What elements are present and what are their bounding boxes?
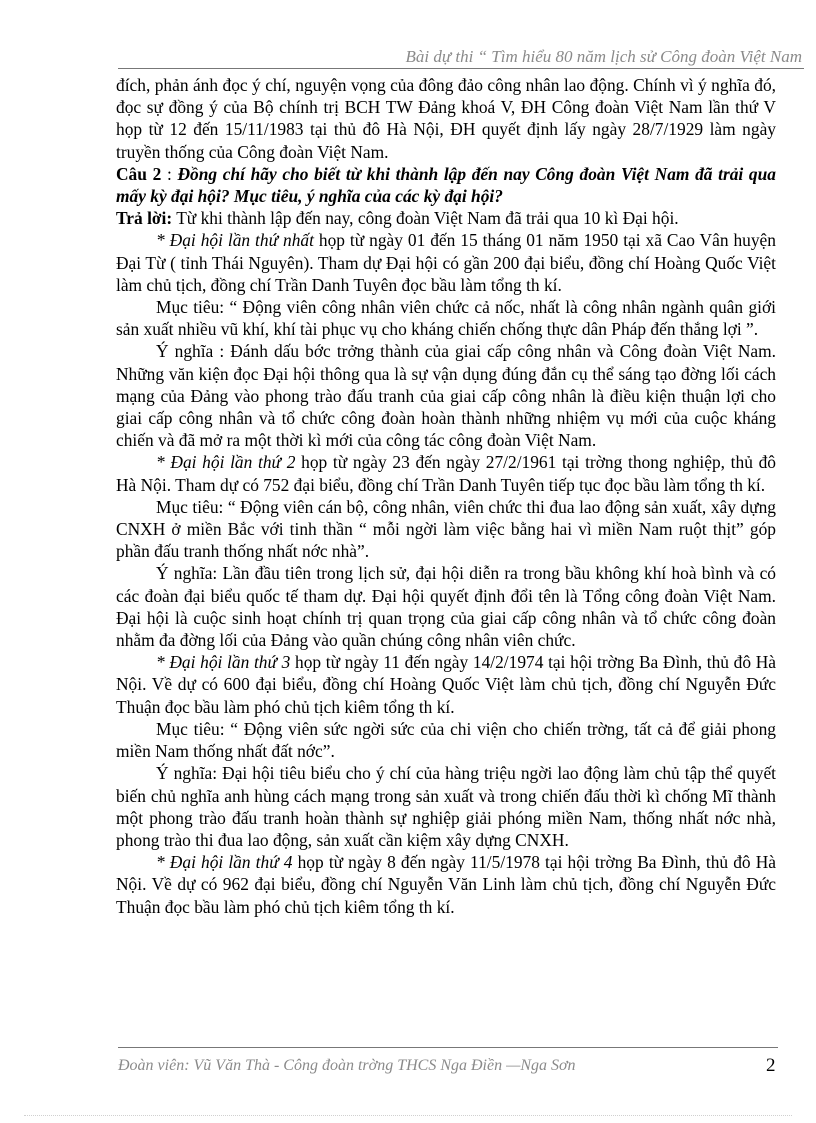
question-text: Đồng chí hãy cho biết từ khi thành lập đến nay Công đoàn Việt Nam đã trải qua mấy kỳ đại hội? Mục tiêu, ý nghĩa của các kỳ đại hội? [116, 163, 776, 207]
footer-rule [118, 1047, 778, 1048]
page-footer: Đoàn viên: Vũ Văn Thà - Công đoàn trờng THCS Nga Điền —Nga Sơn [118, 1057, 576, 1074]
congress-2-text: họp từ ngày 23 đến ngày 27/2/1961 tại trờng thong nghiệp, thủ đô Hà Nội. Tham dự có 752 đại biểu, đồng chí Trần Danh Tuyên tiếp tục đọc bầu làm tổng th kí. [116, 452, 776, 495]
congress-4-paragraph [116, 851, 776, 918]
page-header: Bài dự thi “ Tìm hiểu 80 năm lịch sử Công đoàn Việt Nam [405, 47, 802, 66]
intro-paragraph: đích, phản ánh đọc ý chí, nguyện vọng của đông đảo công nhân lao động. Chính vì ý nghĩa đó, đọc sự đồng ý của Bộ chính trị BCH TW Đảng khoá V, ĐH Công đoàn Việt Nam lần thứ V họp từ 12 đến 15/11/1983 tại thủ đô Hà Nội, ĐH quyết định lấy ngày 28/7/1929 làm ngày truyền thống của Công đoàn Việt Nam. [116, 75, 776, 162]
congress-3-goal: Mục tiêu: “ Động viên sức ngời sức của chi viện cho chiến trờng, tất cả để giải phong miền Nam thống nhất đất nớc”. [116, 718, 776, 762]
answer-label: Trả lời: [116, 208, 173, 229]
congress-2-meaning: Ý nghĩa: Lần đầu tiên trong lịch sử, đại hội diễn ra trong bầu không khí hoà bình và có các đoàn đại biểu quốc tế tham dự. Đại hội quyết định đổi tên là Tổng công đoàn Việt Nam. Đại hội là cuộc sinh hoạt chính trị quan trọng của giai cấp công nhân và tổ chức công đoàn nhằm đa đờng lối của Đảng vào quần chúng công nhân viên chức. [116, 563, 776, 651]
congress-1-title: * Đại hội lần thứ nhất [156, 230, 314, 251]
congress-3-meaning: Ý nghĩa: Đại hội tiêu biểu cho ý chí của hàng triệu ngời lao động làm chủ tập thể quyết biến chủ nghĩa anh hùng cách mạng trong sản xuất và trong chiến đấu thời kì chống Mĩ thành một phong trào đấu tranh hoàn thành sự nghiệp giải phóng miền Nam, thống nhất nớc nhà, phong trào thi đua lao động, sản xuất cần kiệm xây dựng CNXH. [116, 763, 776, 850]
congress-3-paragraph [116, 651, 776, 718]
question-label: Câu 2 [116, 163, 162, 184]
document-body [116, 74, 776, 918]
congress-2-title: * Đại hội lần thứ 2 [156, 452, 296, 473]
question-paragraph [116, 163, 776, 207]
congress-3-title: * Đại hội lần thứ 3 [156, 652, 291, 673]
congress-4-text: họp từ ngày 8 đến ngày 11/5/1978 tại hội trờng Ba Đình, thủ đô Hà Nội. Về dự có 962 đại biểu, đồng chí Nguyễn Văn Linh làm chủ tịch, đồng chí Nguyễn Đức Thuận đọc bầu làm phó chủ tịch kiêm tổng th kí. [116, 852, 776, 917]
congress-1-paragraph [116, 229, 776, 296]
header-rule [118, 68, 804, 69]
page-bottom-edge [24, 1115, 792, 1116]
congress-4-title: * Đại hội lần thứ 4 [156, 852, 293, 873]
congress-3-text: họp từ ngày 11 đến ngày 14/2/1974 tại hội trờng Ba Đình, thủ đô Hà Nội. Về dự có 600 đại biểu, đồng chí Hoàng Quốc Việt làm chủ tịch, đồng chí Nguyễn Đức Thuận đọc bầu làm phó chủ tịch kiêm tổng th kí. [116, 652, 776, 717]
answer-text: Từ khi thành lập đến nay, công đoàn Việt Nam đã trải qua 10 kì Đại hội. [172, 208, 679, 229]
congress-1-meaning: Ý nghĩa : Đánh dấu bớc trởng thành của giai cấp công nhân và Công đoàn Việt Nam. Những văn kiện đọc Đại hội thông qua là sự vận dụng đúng đắn cụ thể sáng tạo đờng lối cách mạng của Đảng vào phong trào đấu tranh của giai cấp công nhân là điều kiện thuận lợi cho giai cấp công nhân và tổ chức công đoàn hoàn thành những nhiệm vụ mới của cuộc kháng chiến và đã mở ra một thời kì mới của công tác công đoàn Việt Nam. [116, 341, 776, 451]
question-separator: : [161, 163, 178, 184]
congress-1-text: họp từ ngày 01 đến 15 tháng 01 năm 1950 tại xã Cao Vân huyện Đại Từ ( tỉnh Thái Nguyên). Tham dự Đại hội có gần 200 đại biểu, đồng chí Hoàng Quốc Việt làm chủ tịch, đồng chí Trần Danh Tuyên đọc bầu làm tổng th kí. [116, 230, 776, 295]
answer-paragraph [116, 207, 776, 229]
congress-2-paragraph [116, 451, 776, 495]
congress-2-goal: Mục tiêu: “ Động viên cán bộ, công nhân, viên chức thi đua lao động sản xuất, xây dựng CNXH ở miền Bắc với tinh thần “ mỗi ngời làm việc bằng hai vì miền Nam ruột thịt” góp phần đấu tranh thống nhất nớc nhà”. [116, 496, 776, 562]
page-number: 2 [766, 1055, 776, 1076]
congress-1-goal: Mục tiêu: “ Động viên công nhân viên chức cả nốc, nhất là công nhân ngành quân giới sản xuất nhiều vũ khí, khí tài phục vụ cho kháng chiến chống thực dân Pháp đến thắng lợi ”. [116, 297, 776, 340]
